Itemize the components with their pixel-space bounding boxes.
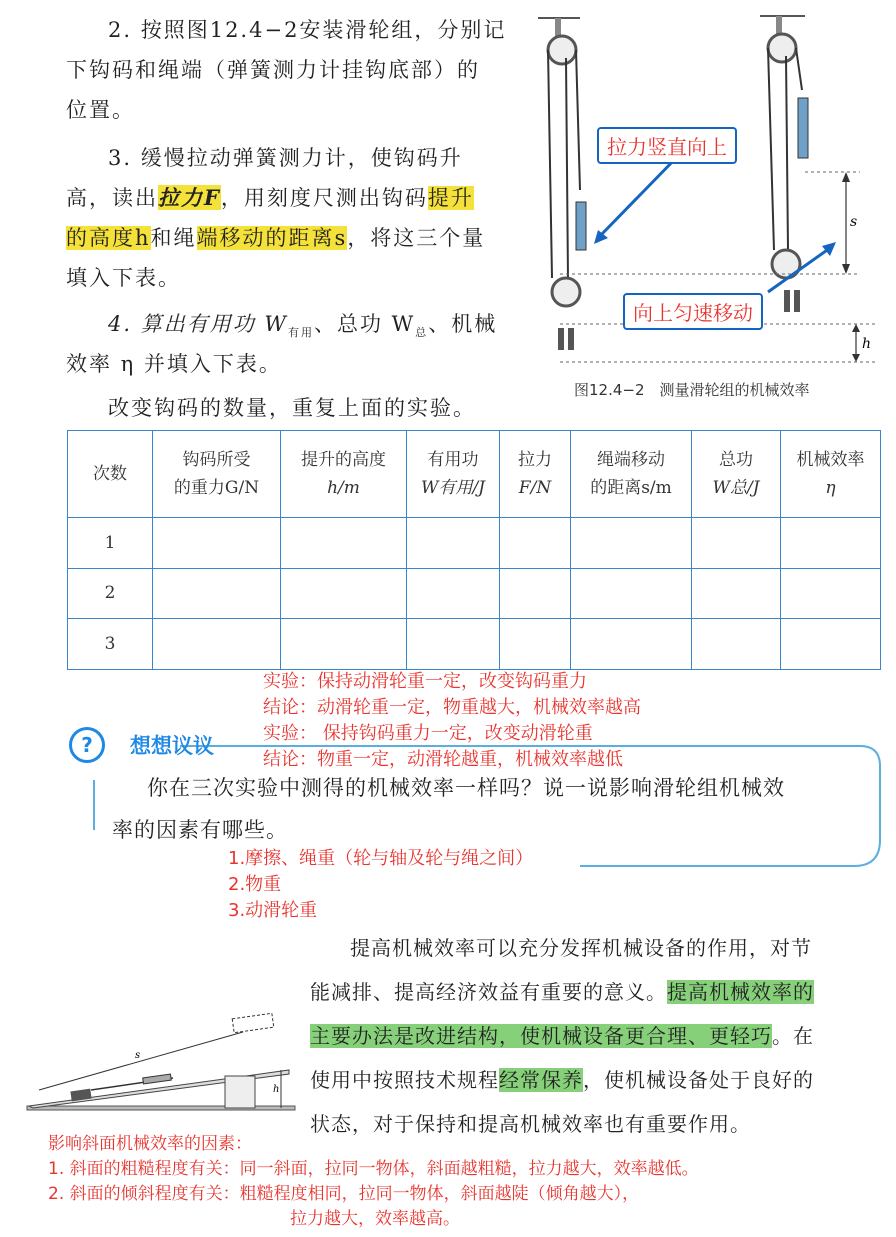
- col-height: 提升的高度 h/m: [281, 431, 407, 518]
- step-2-line-1: 2. 按照图12.4−2安装滑轮组，分别记: [108, 18, 507, 42]
- highlight-method-1: 提高机械效率的: [667, 980, 814, 1004]
- step-3-cont: 高，读出拉力F，用刻度尺测出钩码提升 的高度h和绳端移动的距离s，将这三个量 填入下表。: [66, 185, 486, 290]
- col-distance: 绳端移动 的距离s/m: [571, 431, 692, 518]
- efficiency-paragraph: 提高机械效率可以充分发挥机械设备的作用，对节 能减排、提高经济效益有重要的意义。提高机械效率的 主要办法是改进结构，使机械设备更合理、更轻巧。在 使用中按照技术规程经常保养，使机械设备处于良好的 状态，对于保持和提高机械效率也有重要作用。: [310, 936, 814, 1136]
- movable-pulley-left: [552, 278, 580, 306]
- col-force: 拉力 F/N: [500, 431, 571, 518]
- incline-figure: [15, 1010, 300, 1120]
- highlight-maintenance: 经常保养: [499, 1068, 583, 1092]
- fixed-pulley-right: [768, 34, 796, 62]
- step-2-cont: 下钩码和绳端（弹簧测力计挂钩底部）的 位置。: [66, 58, 480, 122]
- spring-scale-right: [798, 98, 808, 158]
- callout-move-up: 向上匀速移动: [623, 293, 763, 330]
- fixed-pulley-left: [548, 36, 576, 64]
- discuss-answers: 1.摩擦、绳重（轮与轴及轮与绳之间） 2.物重 3.动滑轮重: [228, 848, 534, 921]
- col-count: 次数: [68, 431, 153, 518]
- table-row: 1: [68, 518, 881, 569]
- handwritten-notes-pulley: 实验：保持动滑轮重一定，改变钩码重力 结论：动滑轮重一定，物重越大，机械效率越高 实验： 保持钩码重力一定，改变动滑轮重 结论：物重一定，动滑轮越重，机械效率越低: [263, 671, 641, 770]
- data-table: [67, 430, 881, 670]
- handwritten-notes-incline: 影响斜面机械效率的因素： 1. 斜面的粗糙程度有关：同一斜面，拉同一物体，斜面越粗糙，拉力越大，效率越低。 2. 斜面的倾斜程度有关：粗糙程度相同，拉同一物体，斜面越陡（倾角越大）， 拉力越大，效率越高。: [48, 1134, 699, 1229]
- incline-label-h: h: [273, 1084, 280, 1095]
- label-s: s: [850, 214, 858, 230]
- col-weight: 钩码所受 的重力G/N: [153, 431, 281, 518]
- col-useful-work: 有用功 W有用/J: [407, 431, 500, 518]
- discuss-question: 你在三次实验中测得的机械效率一样吗？说一说影响滑轮组机械效: [147, 776, 785, 800]
- label-h: h: [862, 336, 872, 352]
- incline-support: [225, 1076, 255, 1108]
- highlight-lift: 提升: [427, 186, 474, 210]
- step-4: 4. 算出有用功 $W_{有用}$、总功 $W_总$、机械: [108, 312, 498, 340]
- highlight-distance: 端移动的距离s: [196, 226, 348, 250]
- col-total-work: 总功 W总/J: [692, 431, 781, 518]
- highlight-force: 拉力F: [158, 185, 221, 210]
- table-header-row: [68, 431, 881, 518]
- highlight-method-2: 主要办法是改进结构，使机械设备更合理、更轻巧: [310, 1024, 772, 1048]
- step-2: [108, 10, 506, 50]
- highlight-height: 的高度h: [66, 226, 151, 250]
- discuss-question-cont: 率的因素有哪些。: [112, 818, 288, 842]
- step-4-cont: 效率 η 并填入下表。: [66, 352, 282, 376]
- callout-pull-up: 拉力竖直向上: [597, 127, 737, 164]
- spring-scale-left: [576, 202, 586, 250]
- repeat-text: 改变钩码的数量，重复上面的实验。: [108, 396, 476, 420]
- figure-caption: 图12.4−2 测量滑轮组的机械效率: [574, 381, 810, 399]
- discuss-title: 想想议议: [130, 734, 214, 758]
- col-efficiency: 机械效率 η: [781, 431, 881, 518]
- incline-label-s: s: [135, 1050, 141, 1061]
- table-row: 3: [68, 619, 881, 670]
- table-row: 2: [68, 568, 881, 619]
- step-3: 3. 缓慢拉动弹簧测力计，使钩码升: [108, 146, 463, 170]
- discuss-icon: ?: [69, 727, 105, 763]
- incline-spring-scale: [143, 1074, 172, 1084]
